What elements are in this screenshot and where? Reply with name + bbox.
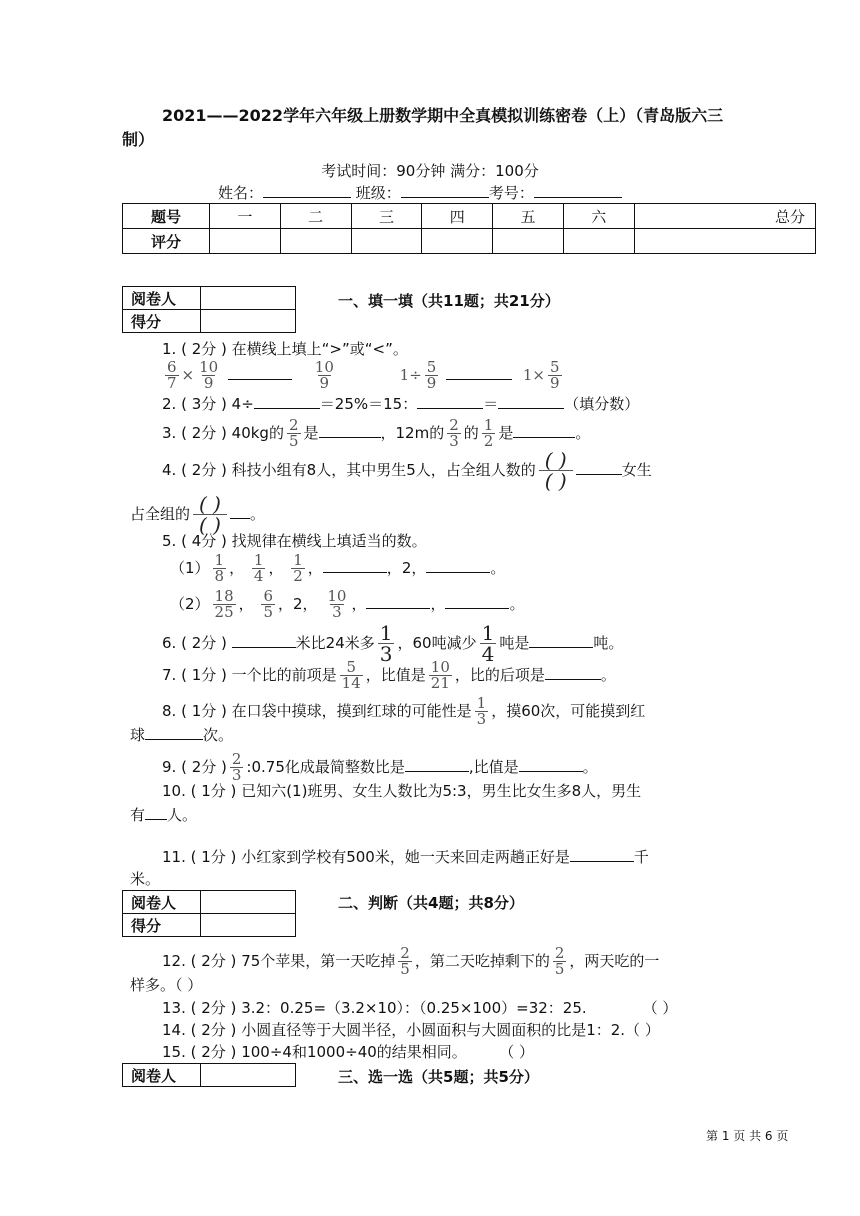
answer-blank[interactable] bbox=[576, 460, 622, 475]
question-15: 15. ( 2分 ) 100÷4和1000÷40的结果相同。 （ ） bbox=[162, 1043, 535, 1061]
score-header-cell: 三 bbox=[351, 204, 422, 229]
fraction: $\frac{10}{3}$ bbox=[327, 587, 347, 621]
section-title: 二、判断（共4题；共8分） bbox=[338, 894, 524, 912]
fraction: $\frac{1}{3}$ bbox=[476, 694, 487, 728]
answer-blank[interactable] bbox=[426, 558, 490, 573]
reviewer-label: 阅卷人 bbox=[123, 287, 201, 310]
answer-blank[interactable] bbox=[366, 594, 430, 609]
answer-blank[interactable] bbox=[417, 394, 483, 409]
question-12: 12. ( 2分 ) 75个苹果，第一天吃掉 $\frac{2}{5}$ ，第二天吃掉剩下的 $\frac{2}{5}$ ，两天吃的一 bbox=[162, 944, 660, 978]
fraction: $\frac{10}{9}$ bbox=[314, 358, 334, 392]
fraction: $\frac{6}{5}$ bbox=[263, 587, 273, 621]
score-header-cell: 四 bbox=[422, 204, 493, 229]
reviewer-field[interactable] bbox=[201, 287, 296, 310]
question-4: 4. ( 2分 ) 科技小组有8人，其中男生5人，占全组人数的 $\frac{( )}{( )}$ 女生 bbox=[162, 448, 652, 493]
section-title: 三、选一选（共5题；共5分） bbox=[338, 1068, 539, 1086]
fraction: $\frac{1}{4}$ bbox=[253, 551, 264, 585]
reviewer-box bbox=[122, 890, 296, 937]
question-5-row1: （1） $\frac{1}{8}$ ， $\frac{1}{4}$ ， $\frac{1}{2}$ ， ，2， 。 bbox=[170, 551, 506, 585]
answer-blank[interactable] bbox=[232, 633, 296, 648]
fraction-placeholder: $\frac{( )}{( )}$ bbox=[539, 450, 573, 491]
score-cell[interactable] bbox=[210, 229, 281, 254]
question-7: 7. ( 1分 ) 一个比的前项是 $\frac{5}{14}$ ，比值是 $\frac{10}{21}$ ，比的后项是 。 bbox=[162, 658, 616, 692]
fraction: $\frac{1}{3}$ bbox=[379, 621, 393, 666]
question-4-cont: 占全组的 $\frac{( )}{( )}$ 。 bbox=[130, 492, 265, 537]
student-info bbox=[218, 182, 622, 203]
question-2: 2. ( 3分 ) 4÷ ＝25%＝15： ＝ （填分数） bbox=[162, 395, 640, 413]
fraction: $\frac{1}{4}$ bbox=[481, 621, 495, 666]
answer-blank[interactable] bbox=[323, 558, 387, 573]
answer-blank[interactable] bbox=[254, 394, 320, 409]
question-8: 8. ( 1分 ) 在口袋中摸球，摸到红球的可能性是 $\frac{1}{3}$ ，摸60次，可能摸到红 bbox=[162, 694, 646, 728]
score-header-cell: 总分 bbox=[634, 204, 815, 229]
question-5-row2: （2） $\frac{18}{25}$ ， $\frac{6}{5}$ ，2， $\frac{10}{3}$ ， ， 。 bbox=[170, 587, 525, 621]
fraction: $\frac{2}{3}$ bbox=[231, 750, 242, 784]
score-table-header-row bbox=[123, 204, 816, 229]
answer-blank[interactable] bbox=[319, 423, 381, 438]
score-cell[interactable] bbox=[634, 229, 815, 254]
fraction: $\frac{1}{8}$ bbox=[214, 551, 225, 585]
score-cell[interactable] bbox=[422, 229, 493, 254]
question-14: 14. ( 2分 ) 小圆直径等于大圆半径，小圆面积与大圆面积的比是1：2.（ ） bbox=[162, 1021, 660, 1039]
fraction: $\frac{5}{9}$ bbox=[550, 358, 560, 392]
score-table bbox=[122, 203, 816, 254]
score-table-row bbox=[123, 229, 816, 254]
question-8-cont: 球 次。 bbox=[130, 726, 234, 744]
fraction: $\frac{1}{2}$ bbox=[483, 416, 494, 450]
question-13: 13. ( 2分 ) 3.2：0.25=（3.2×10）：（0.25×100）=32：25. （ ） bbox=[162, 999, 678, 1017]
score-cell[interactable] bbox=[351, 229, 422, 254]
answer-blank[interactable] bbox=[405, 757, 469, 772]
fraction: $\frac{6}{7}$ bbox=[167, 358, 177, 392]
question-11: 11. ( 1分 ) 小红家到学校有500米，她一天来回走两趟正好是 千 bbox=[162, 848, 649, 866]
question-1: 1. ( 2分 ) 在横线上填上“>”或“<”。 bbox=[162, 340, 408, 358]
answer-blank[interactable] bbox=[513, 423, 575, 438]
question-9: 9. ( 2分 ) $\frac{2}{3}$ :0.75化成最简整数比是 ,比值是 。 bbox=[162, 750, 598, 784]
answer-blank[interactable] bbox=[230, 504, 250, 519]
fraction-placeholder: $\frac{( )}{( )}$ bbox=[193, 494, 227, 535]
answer-blank[interactable] bbox=[145, 805, 167, 820]
class-label: 班级： bbox=[355, 184, 401, 202]
name-field[interactable] bbox=[263, 183, 351, 198]
fraction: $\frac{2}{5}$ bbox=[554, 944, 565, 978]
fraction: $\frac{2}{5}$ bbox=[400, 944, 410, 978]
class-field[interactable] bbox=[401, 183, 489, 198]
reviewer-field[interactable] bbox=[201, 891, 296, 914]
question-5: 5. ( 4分 ) 找规律在横线上填适当的数。 bbox=[162, 532, 427, 550]
question-11-cont: 米。 bbox=[130, 870, 161, 888]
id-field[interactable] bbox=[534, 183, 622, 198]
reviewer-field[interactable] bbox=[201, 1064, 296, 1087]
fraction: $\frac{2}{5}$ bbox=[288, 416, 299, 450]
answer-blank[interactable] bbox=[445, 594, 509, 609]
score-field[interactable] bbox=[201, 310, 296, 333]
question-12-cont: 样多。（ ） bbox=[130, 976, 203, 994]
answer-blank[interactable] bbox=[145, 725, 203, 740]
answer-blank[interactable] bbox=[545, 665, 601, 680]
score-label: 得分 bbox=[123, 914, 201, 937]
score-cell[interactable] bbox=[563, 229, 634, 254]
score-cell[interactable] bbox=[280, 229, 351, 254]
fraction: $\frac{10}{9}$ bbox=[199, 358, 219, 392]
reviewer-box bbox=[122, 1063, 296, 1087]
fraction: $\frac{18}{25}$ bbox=[214, 587, 234, 621]
reviewer-box bbox=[122, 286, 296, 333]
question-1-items: $\frac{6}{7}$ × $\frac{10}{9}$ $\frac{10}{9}$ 1÷ $\frac{5}{9}$ 1× $\frac{5}{9}$ bbox=[167, 358, 560, 392]
reviewer-label: 阅卷人 bbox=[123, 1064, 201, 1087]
answer-blank[interactable] bbox=[519, 757, 583, 772]
fraction: $\frac{1}{2}$ bbox=[293, 551, 303, 585]
score-header-cell: 五 bbox=[493, 204, 564, 229]
fraction: $\frac{5}{14}$ bbox=[341, 658, 361, 692]
fraction: $\frac{2}{3}$ bbox=[449, 416, 459, 450]
score-header-cell: 一 bbox=[210, 204, 281, 229]
score-row-label: 评分 bbox=[123, 229, 210, 254]
id-label: 考号： bbox=[488, 184, 534, 202]
question-6: 6. ( 2分 ) 米比24米多 $\frac{1}{3}$ ，60吨减少 $\frac{1}{4}$ 吨是 吨。 bbox=[162, 621, 624, 666]
exam-info: 考试时间：90分钟 满分：100分 bbox=[321, 162, 539, 180]
score-header-cell: 二 bbox=[280, 204, 351, 229]
score-field[interactable] bbox=[201, 914, 296, 937]
score-label: 得分 bbox=[123, 310, 201, 333]
fraction: $\frac{10}{21}$ bbox=[430, 658, 450, 692]
question-10-cont: 有 人。 bbox=[130, 806, 198, 824]
question-3: 3. ( 2分 ) 40kg的 $\frac{2}{5}$ 是 ，12m的 $\frac{2}{3}$ 的 $\frac{1}{2}$ 是 。 bbox=[162, 416, 591, 450]
page-title: 2021——2022学年六年级上册数学期中全真模拟训练密卷（上）（青岛版六三制） bbox=[122, 106, 724, 149]
name-label: 姓名： bbox=[218, 184, 264, 202]
question-10: 10. ( 1分 ) 已知六(1)班男、女生人数比为5:3，男生比女生多8人，男生 bbox=[162, 782, 642, 800]
page-footer: 第 1 页 共 6 页 bbox=[706, 1129, 789, 1143]
answer-blank[interactable] bbox=[529, 633, 593, 648]
section-title: 一、填一填（共11题；共21分） bbox=[338, 292, 560, 310]
score-header-cell: 六 bbox=[563, 204, 634, 229]
answer-blank[interactable] bbox=[228, 365, 292, 380]
score-header-cell: 题号 bbox=[123, 204, 210, 229]
reviewer-label: 阅卷人 bbox=[123, 891, 201, 914]
answer-blank[interactable] bbox=[570, 847, 634, 862]
answer-blank[interactable] bbox=[446, 365, 512, 380]
score-cell[interactable] bbox=[493, 229, 564, 254]
answer-blank[interactable] bbox=[498, 394, 564, 409]
fraction: $\frac{5}{9}$ bbox=[426, 358, 437, 392]
